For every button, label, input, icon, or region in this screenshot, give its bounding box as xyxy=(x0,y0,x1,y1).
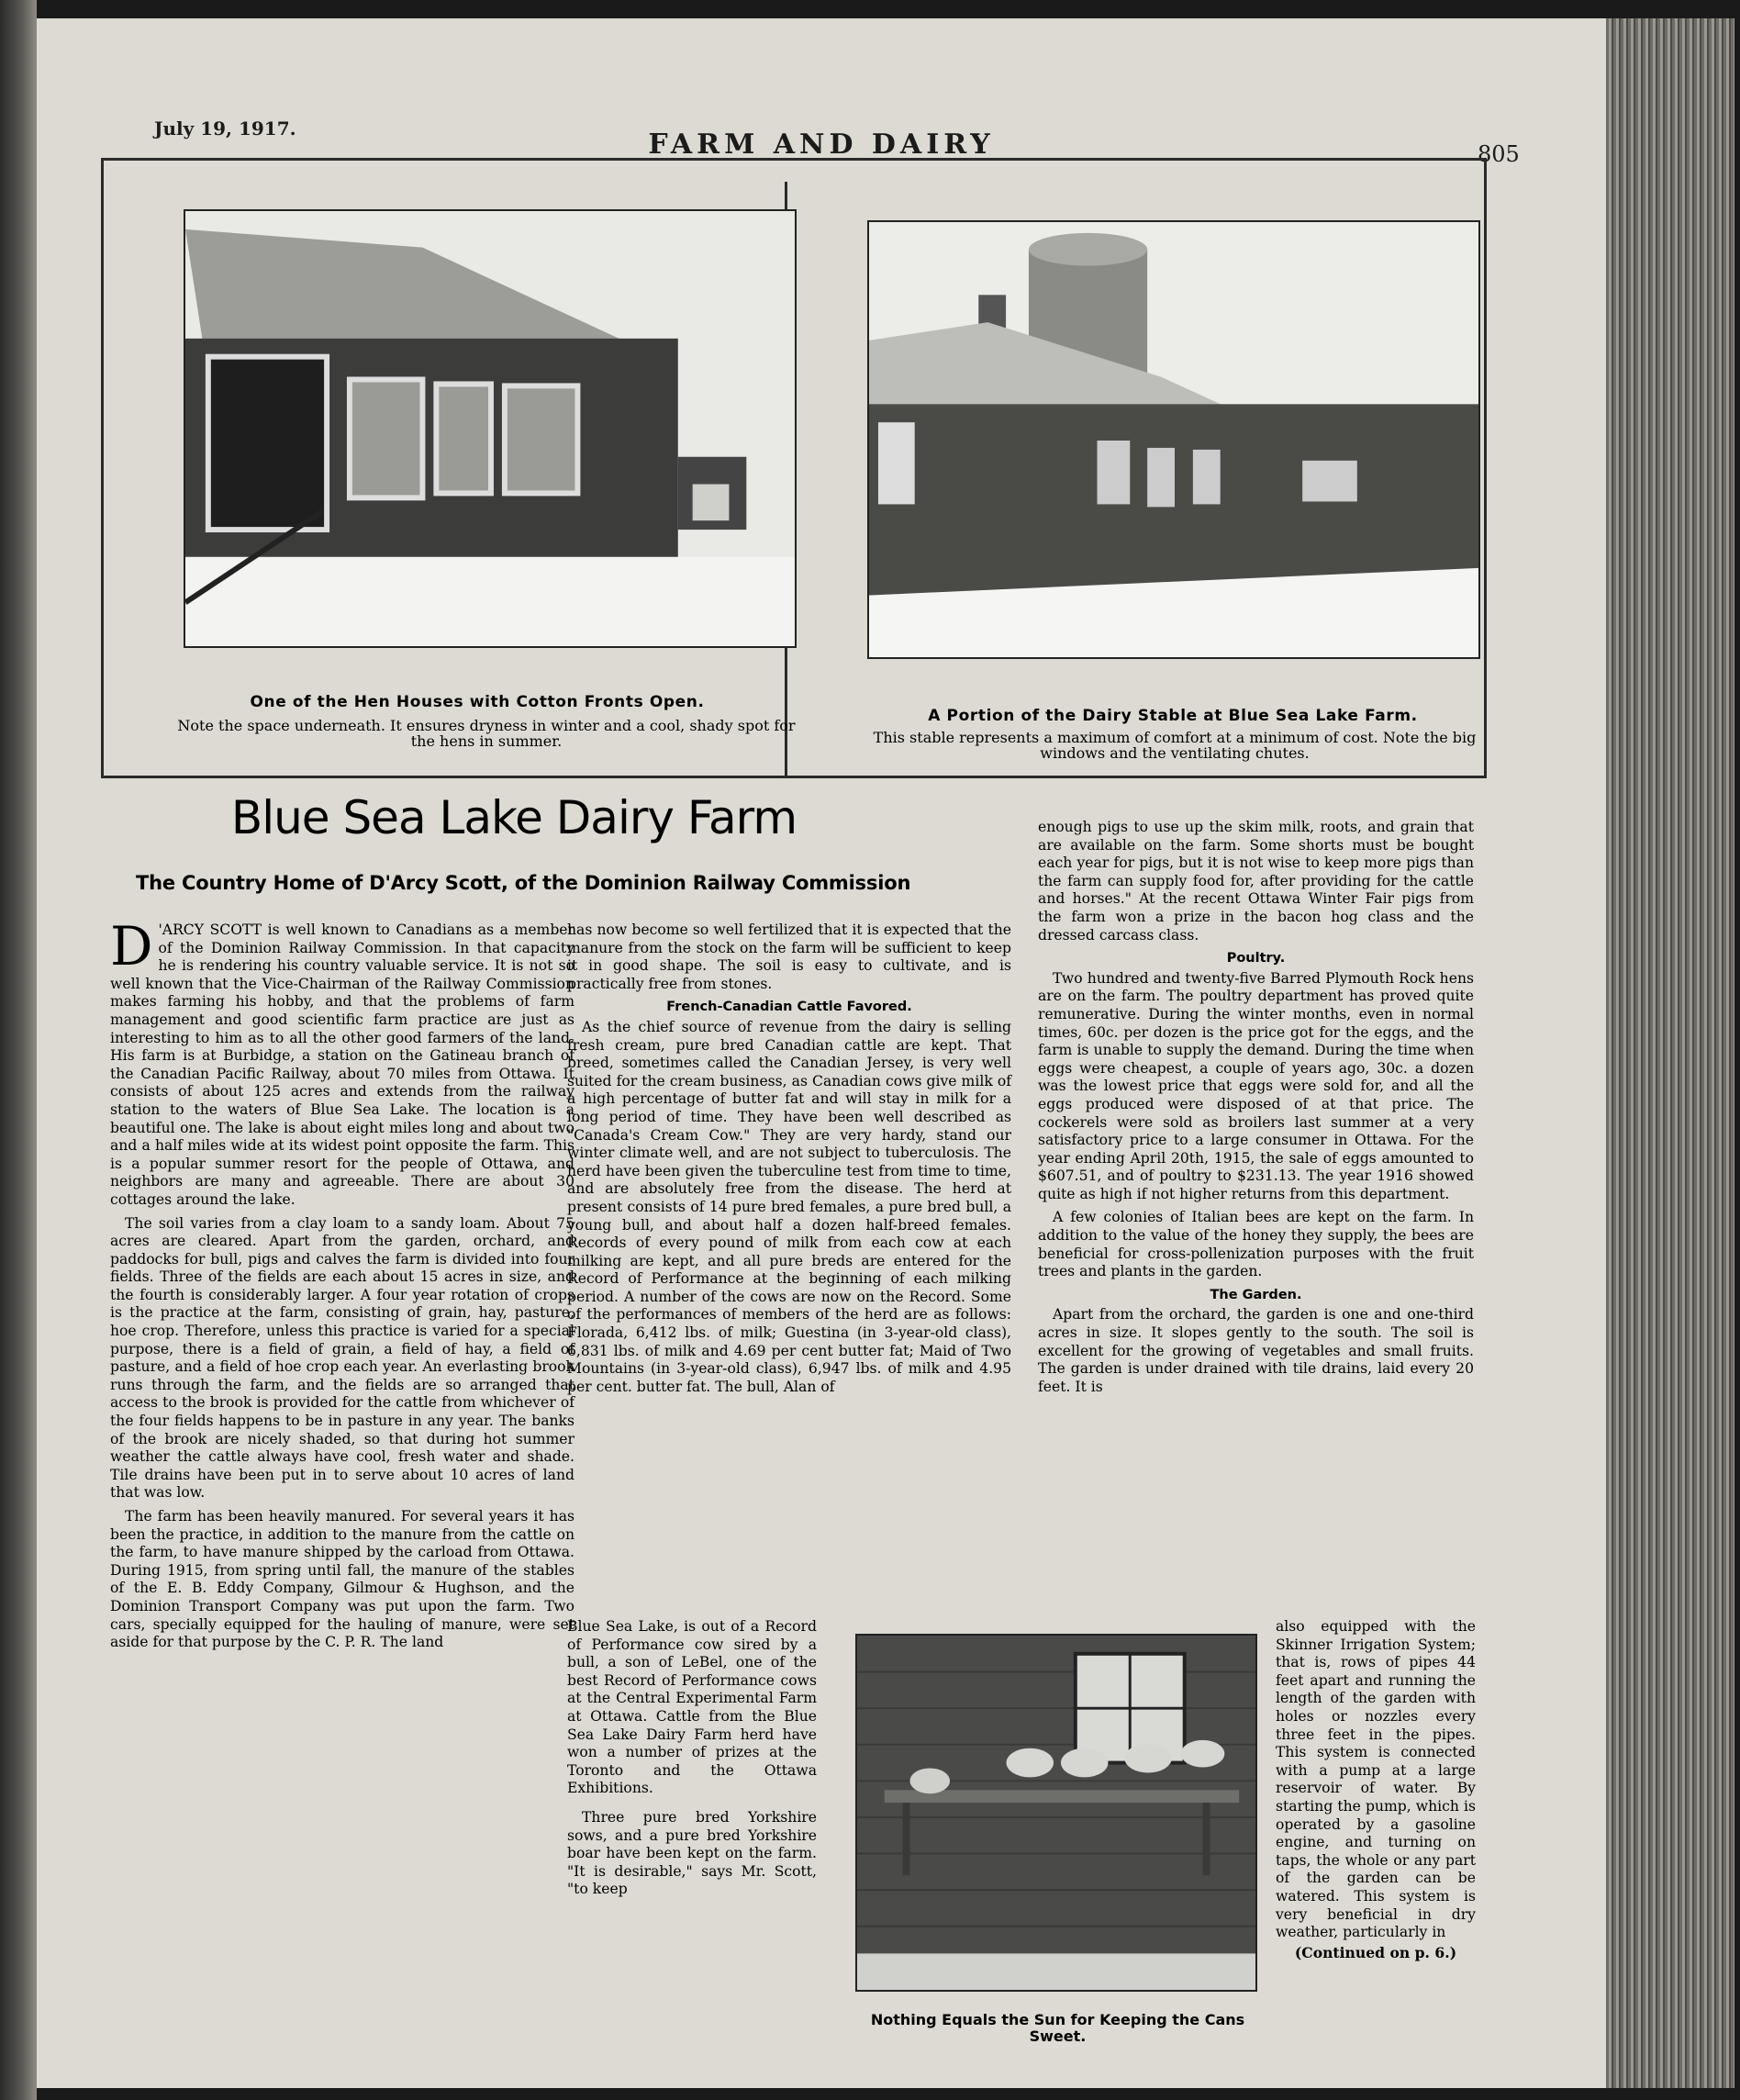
dairy-stable-icon xyxy=(869,222,1478,657)
article-headline: Blue Sea Lake Dairy Farm xyxy=(230,791,798,844)
masthead-title: FARM AND DAIRY xyxy=(648,128,995,161)
col1-paragraph-1 xyxy=(110,915,574,1210)
col3-subheading-poultry: Poultry. xyxy=(1226,951,1286,966)
dairy-stable-photo xyxy=(867,220,1480,659)
hen-house-icon xyxy=(185,211,795,646)
col2-paragraph-2: As the chief source of revenue from the dairy is selling fresh cream, pure bred Canadian cattle are kept. That breed, sometimes called the Canadian Jersey, is very well suited for the cream business, as Canadian cows give milk of a high percentage of butter fat and will stay in milk for a long period of time. They have been well described as "Canada's Cream Cow." They are very hardy, stand our winter climate well, and are not subject to tuberculosis. The herd have been given the tuberculine test from time to time, and are absolutely free from the disease. The herd at present consists of 14 pure bred females, a pure bred bull, a young bull, and about half a dozen half-breed females. Records of every pound of milk from each cow at each milking are kept, and all pure breds are entered for the Record of Performance at the beginning of each milking period. A number of the cows are now on the Record. Some of the performances of members of the herd are as follows: Florada, 6,412 lbs. of milk; Guestina (in 3-year-old class), 6,831 lbs. of milk and 4.69 per cent butter fat; Maid of Two Mountains (in 3-year-old class), 6,947 lbs. of milk and 4.95 per cent. butter fat. The bull, Alan of xyxy=(567,1018,1011,1395)
bottom-photo-caption: Nothing Equals the Sun for Keeping the Cans Sweet. xyxy=(870,2011,1245,2045)
column-2-narrow xyxy=(567,1618,817,1899)
column-1 xyxy=(110,915,574,1652)
col3-paragraph-2: Two hundred and twenty-five Barred Plymouth Rock hens are on the farm. The poultry department has proved quite remunerative. During the winter months, even in normal times, 60c. per dozen is the price got for the eggs, and the farm is unable to supply the demand. During the time when eggs were cheapest, a couple of years ago, 30c. a dozen was the lowest price that eggs were sold for, and all the eggs produced were disposed of at that price. The cockerels were sold as broilers last summer at a very satisfactory price to a large consumer in Ottawa. For the year ending April 20th, 1915, the sale of eggs amounted to $607.51, and of poultry to $231.13. The year 1916 showed quite as high if not higher returns from this department. xyxy=(1038,969,1474,1202)
col2-paragraph-1: has now become so well fertilized that it is expected that the manure from the stock on the farm will be sufficient to keep it in good shape. The soil is easy to cultivate, and is practically free from stones. xyxy=(567,922,1011,992)
drop-cap: D xyxy=(110,915,153,977)
column-2 xyxy=(567,922,1011,1396)
issue-date: July 19, 1917. xyxy=(154,117,296,140)
milk-cans-icon xyxy=(857,1636,1255,1990)
col1-paragraph-3: The farm has been heavily manured. For several years it has been the practice, in addition to the manure from the cattle on the farm, to have manure shipped by the carload from Ottawa. During 1915, from spring until fall, the manure of the stables of the E. B. Eddy Company, Gilmour & Hughson, and the Dominion Transport Company was put upon the farm. Two cars, specially equipped for the hauling of manure, were set aside for that purpose by the C. P. R. The land xyxy=(110,1508,574,1651)
col3-paragraph-3: A few colonies of Italian bees are kept on the farm. In addition to the value of the honey they supply, the bees are beneficial for cross-pollenization purposes with the fruit trees and plants in the garden. xyxy=(1038,1209,1474,1280)
col2-subheading: French-Canadian Cattle Favored. xyxy=(666,1000,912,1015)
hen-house-photo xyxy=(184,209,797,648)
stacked-page-edges xyxy=(1606,18,1734,2088)
col3-narrow-paragraph: also equipped with the Skinner Irrigation System; that is, rows of pipes 44 feet apart and running the length of the garden with holes or nozzles every three feet in the pipes. This system is connected with a pump at a large reservoir of water. By starting the pump, which is operated by a gasoline engine, and turning on taps, the whole or any part of the garden can be watered. This system is very beneficial in dry weather, particularly in xyxy=(1276,1618,1476,1941)
col2-narrow-paragraph-2: Three pure bred Yorkshire sows, and a pure bred Yorkshire boar have been kept on the farm. "It is desirable," says Mr. Scott, "to keep xyxy=(567,1808,817,1898)
col3-paragraph-1: enough pigs to use up the skim milk, roots, and grain that are available on the farm. Some shorts must be bought each year for pigs, but it is not wise to keep more pigs than the farm can supply food for, after providing for the cattle and horses." At the recent Ottawa Winter Fair pigs from the farm won a prize in the bacon hog class and the dressed carcass class. xyxy=(1038,819,1474,944)
col1-paragraph-2: The soil varies from a clay loam to a sandy loam. About 75 acres are cleared. Apart from the garden, orchard, and paddocks for bull, pigs and calves the farm is divided into four fields. Three of the fields are each about 15 acres in size, and the fourth is considerably larger. A four year rotation of crops is the practice at the farm, consisting of grain, hay, pasture, hoe crop. Therefore, unless this practice is varied for a special purpose, there is a field of grain, a field of hay, a field of pasture, and a field of hoe crop each year. An everlasting brook runs through the farm, and the fields are so arranged that access to the brook is provided for the cattle from whichever of the four fields happens to be in pasture in any year. The banks of the brook are nicely shaded, so that during hot summer weather the cattle always have cool, fresh water and shade. Tile drains have been put in to serve about 10 acres of land that was low. xyxy=(110,1214,574,1502)
left-photo-caption-title: One of the Hen Houses with Cotton Fronts Open. xyxy=(250,693,705,711)
column-3 xyxy=(1038,819,1474,1396)
col3-paragraph-4: Apart from the orchard, the garden is one and one-third acres in size. It slopes gently to the south. The soil is excellent for the growing of vegetables and small fruits. The garden is under drained with tile drains, laid every 20 feet. It is xyxy=(1038,1306,1474,1395)
page-number: 805 xyxy=(1478,141,1520,167)
col1-paragraph-1-text: 'ARCY SCOTT is well known to Canadians as a member of the Dominion Railway Commission. In that capacity he is rendering his country valuable service. It is not so well known that the Vice-Chairman of the Railway Commission makes farming his hobby, and that the problems of farm management and good scientific farm practice are just as interesting to him as to all the other good farmers of the land. His farm is at Burbidge, a station on the Gatineau branch of the Canadian Pacific Railway, about 70 miles from Ottawa. It consists of about 125 acres and extends from the railway station to the waters of Blue Sea Lake. The location is a beautiful one. The lake is about eight miles long and about two and a half miles wide at its widest point opposite the farm. This is a popular summer resort for the people of Ottawa, and neighbors are many and agreeable. There are about 30 cottages around the lake. xyxy=(110,922,574,1208)
col2-narrow-paragraph-1: Blue Sea Lake, is out of a Record of Performance cow sired by a bull, a son of LeBel, one of the best Record of Performance cows at the Central Experimental Farm at Ottawa. Cattle from the Blue Sea Lake Dairy Farm herd have won a number of prizes at the Toronto and the Ottawa Exhibitions. xyxy=(567,1618,817,1797)
milk-cans-photo xyxy=(855,1634,1257,1992)
article-subheadline: The Country Home of D'Arcy Scott, of the Dominion Railway Commission xyxy=(136,872,911,894)
right-photo-caption-text: This stable represents a maximum of comfort at a minimum of cost. Note the big windows and the ventilating chutes. xyxy=(873,729,1477,762)
right-photo-caption-title: A Portion of the Dairy Stable at Blue Sea Lake Farm. xyxy=(928,707,1418,725)
binding-edge xyxy=(0,0,37,2100)
column-3-narrow xyxy=(1276,1618,1476,1961)
col3-subheading-garden: The Garden. xyxy=(1210,1287,1302,1302)
continued-notice: (Continued on p. 6.) xyxy=(1294,1943,1457,1961)
left-photo-caption-text: Note the space underneath. It ensures dryness in winter and a cool, shady spot for the hens in summer. xyxy=(177,717,796,750)
